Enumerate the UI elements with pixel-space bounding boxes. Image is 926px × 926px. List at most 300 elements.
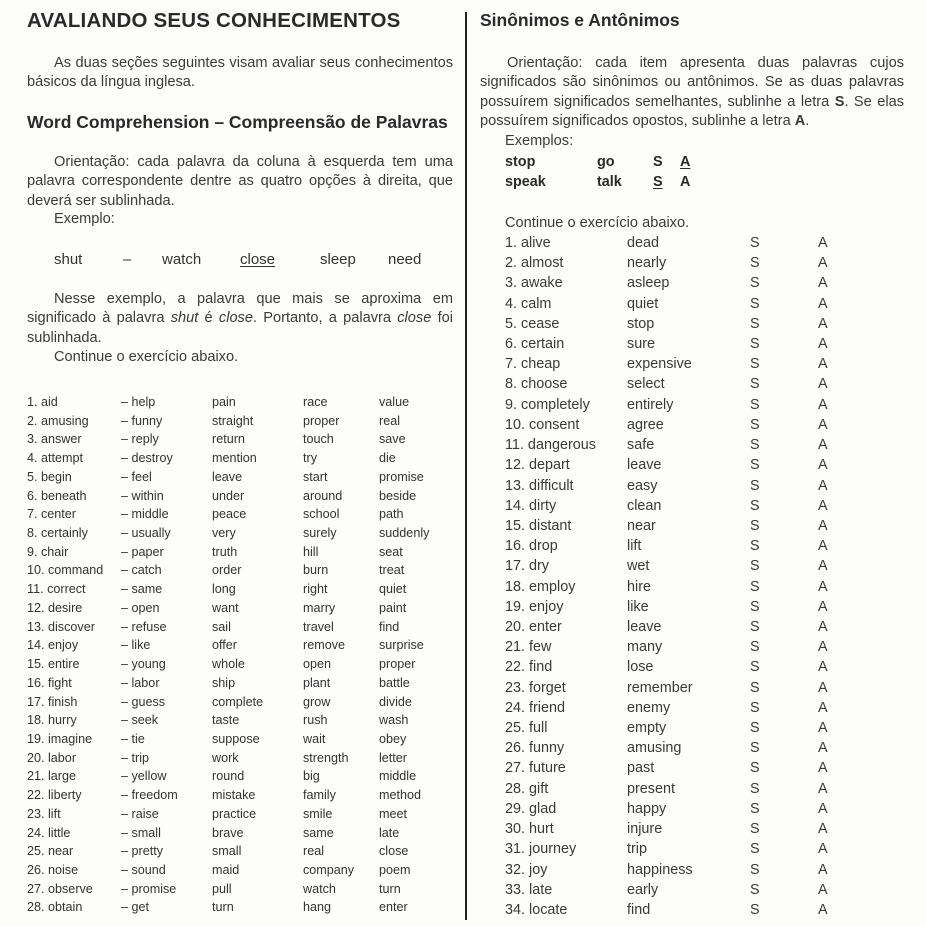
item-option[interactable]: turn [379,881,401,896]
choice-a[interactable]: A [818,275,828,292]
item-option[interactable]: truth [212,544,238,559]
item-pair: injure [627,821,663,838]
item-option[interactable]: – pretty [121,844,163,859]
item-option[interactable]: – help [121,395,156,409]
item-word: 17. finish [27,694,78,709]
item-option[interactable]: – same [121,582,163,597]
choice-a[interactable]: A [818,861,828,878]
item-option[interactable]: travel [303,619,334,634]
choice-s[interactable]: S [750,336,760,353]
item-option[interactable]: proper [303,413,340,428]
item-option[interactable]: value [379,395,410,409]
table-row [0,601,460,619]
item-option[interactable]: – trip [121,750,149,765]
item-option[interactable]: – destroy [121,451,173,466]
choice-s[interactable]: S [750,901,760,918]
item-option[interactable]: treat [379,563,405,578]
example-a: A [680,174,691,190]
choice-s[interactable]: S [750,679,760,696]
item-option[interactable]: – small [121,825,161,840]
item-option[interactable]: strength [303,750,349,765]
item-option[interactable]: – feel [121,469,152,484]
item-option[interactable]: hill [303,544,319,559]
example-option: watch [162,251,202,268]
choice-a[interactable]: A [818,497,828,514]
table-row [480,316,926,336]
table-row [0,545,460,563]
choice-a[interactable]: A [818,901,828,918]
choice-s[interactable]: S [750,255,760,272]
table-row [0,489,460,507]
choice-a[interactable]: A [818,538,828,555]
item-option[interactable]: peace [212,507,247,522]
item-option[interactable]: – freedom [121,788,178,803]
item-word: 24. friend [505,699,566,716]
item-option[interactable]: battle [379,675,410,690]
item-option[interactable]: – young [121,657,166,672]
table-row [480,235,926,255]
choice-s[interactable]: S [750,356,760,373]
choice-a[interactable]: A [818,255,828,272]
item-word: 31. journey [505,841,577,858]
table-row [0,451,460,469]
item-option[interactable]: method [379,788,422,803]
item-option[interactable]: – guess [121,694,166,709]
item-option[interactable]: wait [303,731,326,746]
item-word: 6. beneath [27,488,87,503]
item-option[interactable]: very [212,526,236,541]
item-option[interactable]: suppose [212,731,260,746]
table-row [480,336,926,356]
item-option[interactable]: marry [303,600,336,615]
item-option[interactable]: quiet [379,582,407,597]
item-option[interactable]: enter [379,900,408,915]
choice-s[interactable]: S [750,639,760,656]
choice-a[interactable]: A [818,800,828,817]
item-option[interactable]: path [379,507,404,522]
table-row [480,255,926,275]
item-option[interactable]: – raise [121,806,159,821]
item-option[interactable]: middle [379,769,417,784]
item-option[interactable]: meet [379,806,407,821]
item-option[interactable]: start [303,469,328,484]
choice-a[interactable]: A [818,780,828,797]
item-option[interactable]: late [379,825,400,840]
choice-a[interactable]: A [818,578,828,595]
explanation-text: . Portanto, a palavra [252,310,398,327]
item-option[interactable]: – yellow [121,769,167,784]
choice-s[interactable]: S [750,437,760,454]
choice-s[interactable]: S [750,497,760,514]
item-option[interactable]: same [303,825,334,840]
choice-a[interactable]: A [818,881,828,898]
choice-a[interactable]: A [818,457,828,474]
item-option[interactable]: find [379,619,400,634]
choice-a[interactable]: A [818,376,828,393]
choice-s[interactable]: S [750,517,760,534]
explanation-text: Nesse exemplo, a palavra que mais se aproxima em significado à palavra [27,291,453,327]
choice-a[interactable]: A [818,618,828,635]
item-option[interactable]: big [303,769,320,784]
item-pair: hire [627,578,651,595]
choice-s[interactable]: S [750,376,760,393]
choice-s[interactable]: S [750,295,760,312]
item-option[interactable]: beside [379,488,417,503]
item-option[interactable]: sail [212,619,231,634]
item-option[interactable]: brave [212,825,244,840]
choice-s[interactable]: S [750,275,760,292]
explanation-word: close [218,310,253,327]
table-row [480,902,926,922]
item-option[interactable]: real [303,844,324,859]
choice-a[interactable]: A [818,659,828,676]
choice-a[interactable]: A [818,396,828,413]
item-word: 20. labor [27,750,77,765]
table-row [0,751,460,769]
item-option[interactable]: try [303,451,317,466]
table-row [480,599,926,619]
item-option[interactable]: long [212,582,236,597]
item-word: 14. dirty [505,497,557,514]
choice-s[interactable]: S [750,598,760,615]
item-option[interactable]: plant [303,675,331,690]
item-pair: expensive [627,356,692,373]
item-option[interactable]: straight [212,413,254,428]
table-row [0,788,460,806]
item-option[interactable]: maid [212,863,240,877]
table-row [0,620,460,638]
choice-s[interactable]: S [750,861,760,878]
item-option[interactable]: – sound [121,863,166,877]
letter-a: A [794,112,806,129]
item-option[interactable]: ship [212,675,236,690]
choice-a[interactable]: A [818,315,828,332]
item-option[interactable]: school [303,507,340,522]
item-option[interactable]: want [212,600,239,615]
table-row [480,740,926,760]
item-option[interactable]: promise [379,469,424,484]
choice-a[interactable]: A [818,699,828,716]
item-word: 12. depart [505,457,570,474]
item-option[interactable]: real [379,413,400,428]
table-row [480,478,926,498]
item-pair: wet [627,558,650,575]
choice-a[interactable]: A [818,477,828,494]
table-row [480,680,926,700]
explanation-word: shut [170,310,199,327]
item-option[interactable]: – reply [121,432,159,447]
item-option[interactable]: – refuse [121,619,167,634]
item-word: 22. find [505,659,553,676]
item-word: 16. fight [27,675,72,690]
item-word: 13. discover [27,619,95,634]
table-row [480,275,926,295]
item-option[interactable]: whole [212,657,245,672]
item-option[interactable]: family [303,788,336,803]
item-word: 18. hurry [27,713,77,728]
item-option[interactable]: – like [121,638,151,653]
examples-label: Exemplos: [505,133,574,149]
item-option[interactable]: open [303,657,332,672]
choice-s[interactable]: S [750,558,760,575]
table-row [480,437,926,457]
choice-s[interactable]: S [750,760,760,777]
table-row [480,518,926,538]
item-option[interactable]: complete [212,694,264,709]
item-word: 13. difficult [505,477,574,494]
item-option[interactable]: – catch [121,563,162,578]
table-row [0,470,460,488]
item-option[interactable]: letter [379,750,407,765]
item-word: 3. awake [505,275,563,292]
choice-s[interactable]: S [750,235,760,251]
choice-s[interactable]: S [750,538,760,555]
item-option[interactable]: die [379,451,396,466]
item-option[interactable]: watch [303,881,336,896]
item-option[interactable]: wash [379,713,409,728]
item-option[interactable]: return [212,432,245,447]
item-option[interactable]: seat [379,544,403,559]
item-word: 1. alive [505,235,551,251]
item-option[interactable]: turn [212,900,234,915]
choice-a[interactable]: A [818,416,828,433]
item-option[interactable]: under [212,488,245,503]
choice-s[interactable]: S [750,699,760,716]
item-option[interactable]: pull [212,881,232,896]
table-row [0,695,460,713]
item-word: 26. noise [27,863,79,877]
item-option[interactable]: leave [212,469,243,484]
item-pair: empty [627,720,667,737]
table-row [0,657,460,675]
example-a-underlined: A [680,154,691,170]
item-word: 22. liberty [27,788,82,803]
item-pair: sure [627,336,655,353]
table-row [480,498,926,518]
item-option[interactable]: surely [303,526,337,541]
table-row [0,863,460,881]
choice-a[interactable]: A [818,437,828,454]
item-option[interactable]: around [303,488,343,503]
item-option[interactable]: – open [121,600,160,615]
item-pair: many [627,639,663,656]
choice-s[interactable]: S [750,881,760,898]
item-option[interactable]: proper [379,657,416,672]
item-option[interactable]: paint [379,600,407,615]
item-word: 2. amusing [27,413,89,428]
choice-s[interactable]: S [750,396,760,413]
item-option[interactable]: smile [303,806,333,821]
item-option[interactable]: – funny [121,413,163,428]
choice-s[interactable]: S [750,720,760,737]
example-word: shut [54,251,83,268]
table-row [480,639,926,659]
table-row [0,732,460,750]
choice-a[interactable]: A [818,598,828,615]
item-option[interactable]: burn [303,563,329,578]
item-word: 29. glad [505,800,557,817]
item-word: 10. command [27,563,104,578]
item-option[interactable]: divide [379,694,412,709]
choice-a[interactable]: A [818,841,828,858]
choice-a[interactable]: A [818,295,828,312]
item-option[interactable]: touch [303,432,334,447]
item-word: 15. entire [27,657,80,672]
item-option[interactable]: grow [303,694,331,709]
item-pair: find [627,901,651,918]
item-option[interactable]: company [303,863,355,877]
table-row [0,769,460,787]
choice-s[interactable]: S [750,780,760,797]
item-word: 33. late [505,881,553,898]
continue-label-left: Continue o exercício abaixo. [54,349,239,365]
table-row [480,700,926,720]
item-option[interactable]: – within [121,488,164,503]
item-option[interactable]: remove [303,638,345,653]
item-option[interactable]: order [212,563,242,578]
instructions-text: Orientação: cada palavra da coluna à esquerda tem uma palavra correspondente dentre as quatro opções à direita, que deverá ser sublinhada. [27,154,453,209]
item-option[interactable]: mention [212,451,257,466]
item-word: 17. dry [505,558,549,575]
choice-s[interactable]: S [750,416,760,433]
item-word: 9. completely [505,396,590,413]
item-word: 10. consent [505,416,580,433]
item-option[interactable]: poem [379,863,411,877]
item-option[interactable]: round [212,769,245,784]
table-row [480,579,926,599]
choice-a[interactable]: A [818,356,828,373]
choice-s[interactable]: S [750,315,760,332]
table-row [480,558,926,578]
item-word: 32. joy [505,861,548,878]
item-word: 7. center [27,507,77,522]
item-pair: leave [627,457,662,474]
choice-a[interactable]: A [818,821,828,838]
item-pair: easy [627,477,658,494]
item-option[interactable]: – tie [121,731,145,746]
item-pair: lift [627,538,642,555]
choice-a[interactable]: A [818,336,828,353]
explanation-text: foi sublinhada. [27,310,453,346]
item-option[interactable]: right [303,582,328,597]
choice-s[interactable]: S [750,841,760,858]
item-option[interactable]: save [379,432,406,447]
table-row [0,826,460,844]
item-pair: leave [627,618,662,635]
item-word: 28. gift [505,780,549,797]
explanation-text: é [198,310,219,327]
choice-a[interactable]: A [818,235,828,251]
item-option[interactable]: close [379,844,409,859]
item-option[interactable]: suddenly [379,526,430,541]
item-option[interactable]: – usually [121,526,171,541]
table-row [0,563,460,581]
continue-label-right: Continue o exercício abaixo. [505,215,690,231]
choice-a[interactable]: A [818,720,828,737]
choice-a[interactable]: A [818,679,828,696]
item-pair: lose [627,659,654,676]
item-option[interactable]: – labor [121,675,160,690]
item-pair: stop [627,315,655,332]
choice-s[interactable]: S [750,457,760,474]
page-title: AVALIANDO SEUS CONHECIMENTOS [27,9,401,32]
choice-s[interactable]: S [750,618,760,635]
table-row [480,397,926,417]
item-option[interactable]: work [212,750,239,765]
choice-s[interactable]: S [750,821,760,838]
item-option[interactable]: rush [303,713,328,728]
item-option[interactable]: race [303,395,328,409]
word-comprehension-heading: Word Comprehension – Compreensão de Palavras [27,112,448,132]
choice-s[interactable]: S [750,800,760,817]
choice-a[interactable]: A [818,639,828,656]
item-option[interactable]: offer [212,638,237,653]
choice-s[interactable]: S [750,659,760,676]
table-row [480,619,926,639]
table-row [0,807,460,825]
item-option[interactable]: pain [212,395,236,409]
explanation-word: close [397,310,432,327]
example-s: S [653,154,663,170]
item-option[interactable]: – seek [121,713,159,728]
item-pair: quiet [627,295,659,312]
item-option[interactable]: practice [212,806,257,821]
table-row [0,900,460,918]
item-word: 25. near [27,844,74,859]
item-word: 27. future [505,760,566,777]
item-option[interactable]: – paper [121,544,164,559]
item-option[interactable]: taste [212,713,240,728]
item-option[interactable]: mistake [212,788,256,803]
table-row [0,713,460,731]
table-row [0,432,460,450]
item-option[interactable]: – middle [121,507,169,522]
example-option: need [388,251,422,268]
item-pair: amusing [627,740,682,757]
choice-a[interactable]: A [818,558,828,575]
choice-s[interactable]: S [750,477,760,494]
item-pair: select [627,376,665,393]
item-option[interactable]: – promise [121,881,177,896]
item-option[interactable]: small [212,844,242,859]
table-row [480,781,926,801]
choice-a[interactable]: A [818,517,828,534]
table-row [480,376,926,396]
table-row [0,526,460,544]
item-word: 11. dangerous [505,437,596,454]
item-pair: asleep [627,275,670,292]
item-pair: agree [627,416,664,433]
table-row [0,395,460,413]
synonyms-instructions [480,54,904,131]
item-option[interactable]: surprise [379,638,424,653]
choice-a[interactable]: A [818,760,828,777]
choice-s[interactable]: S [750,740,760,757]
item-option[interactable]: obey [379,731,407,746]
item-option[interactable]: – get [121,900,150,915]
table-row [0,582,460,600]
table-row [0,882,460,900]
item-word: 19. enjoy [505,598,564,615]
item-option[interactable]: hang [303,900,332,915]
item-word: 15. distant [505,517,572,534]
choice-a[interactable]: A [818,740,828,757]
item-word: 4. attempt [27,451,84,466]
choice-s[interactable]: S [750,578,760,595]
item-pair: happy [627,800,667,817]
word-comprehension-table [0,392,460,920]
item-word: 23. forget [505,679,566,696]
